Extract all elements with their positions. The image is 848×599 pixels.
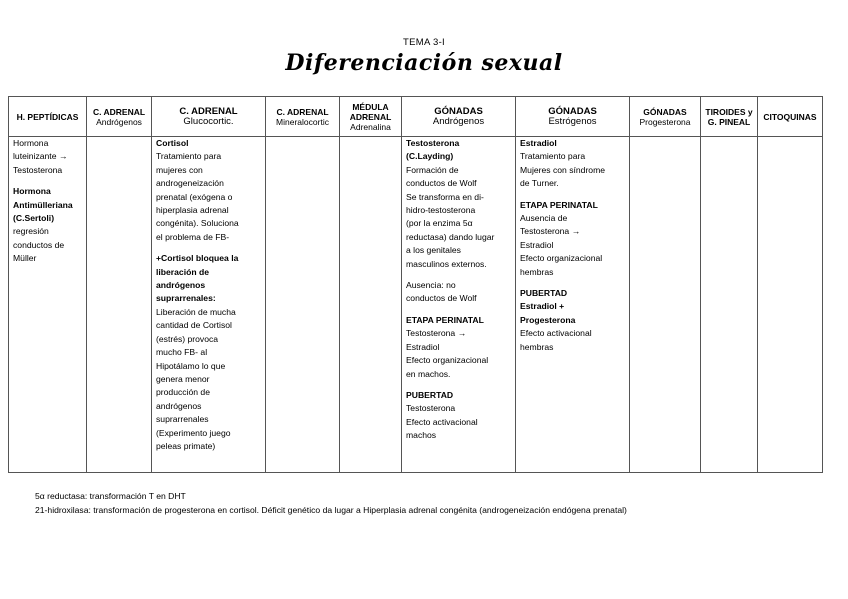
cell-medula-adrenal (340, 137, 402, 473)
column-header: GÓNADAS Estrógenos (516, 97, 630, 137)
topic-label: TEMA 3-I (403, 37, 445, 48)
cell-gonadas-estrogenos: Estradiol Tratamiento para Mujeres con síndrome de Turner. ETAPA PERINATAL Ausencia de Testosterona → Estradiol Efecto organizacional hembras PUBERTAD Estradiol + Progesterona Efecto activacional hembras (516, 137, 630, 473)
table-header-row (9, 97, 823, 137)
cell-tiroides-pineal (701, 137, 758, 473)
column-header: C. ADRENAL Mineralocortic (266, 97, 340, 137)
column-header: CITOQUINAS (758, 97, 823, 137)
footnote: 21-hidroxilasa: transformación de progesterona en cortisol. Déficit genético da lugar a Hiperplasia adrenal congénita (androgeneización endógena prenatal) (35, 504, 627, 515)
cell-gonadas-progesterona (630, 137, 701, 473)
cell-mineralocorticoides (266, 137, 340, 473)
column-header: MÉDULA ADRENAL Adrenalina (340, 97, 402, 137)
cell-citoquinas (758, 137, 823, 473)
column-header: GÓNADAS Andrógenos (402, 97, 516, 137)
column-header: TIROIDES y G. PINEAL (701, 97, 758, 137)
page-title: Diferenciación sexual (285, 50, 563, 76)
column-header: C. ADRENAL Glucocortic. (152, 97, 266, 137)
cell-gonadas-androgenos: Testosterona (C.Layding) Formación de conductos de Wolf Se transforma en di- hidro-testosterona (por la enzima 5α reductasa) dando lugar a los genitales masculinos externos. Ausencia: no conductos de Wolf ETAPA PERINATAL Testosterona → Estradiol Efecto organizacional en machos. PUBERTAD Testosterona Efecto activacional machos (402, 137, 516, 473)
cell-peptidicas: Hormona luteinizante → Testosterona Hormona Antimülleriana (C.Sertoli) regresión conductos de Müller (9, 137, 87, 473)
cell-adrenal-androgenos (87, 137, 152, 473)
column-header: H. PEPTÍDICAS (9, 97, 87, 137)
footnote: 5α reductasa: transformación T en DHT (35, 491, 186, 501)
column-header: GÓNADAS Progesterona (630, 97, 701, 137)
cell-glucocorticoides: Cortisol Tratamiento para mujeres con androgeneización prenatal (exógena o hiperplasia adrenal congénita). Soluciona el problema de FB- +Cortisol bloquea la liberación de andrógenos suprarrenales: Liberación de mucha cantidad de Cortisol (estrés) provoca mucho FB- al Hipotálamo lo que genera menor producción de andrógenos suprarrenales (Experimento juego peleas primate) (152, 137, 266, 473)
hormones-table (8, 96, 823, 473)
table-row (9, 137, 823, 473)
footnotes (35, 490, 627, 517)
column-header: C. ADRENAL Andrógenos (87, 97, 152, 137)
